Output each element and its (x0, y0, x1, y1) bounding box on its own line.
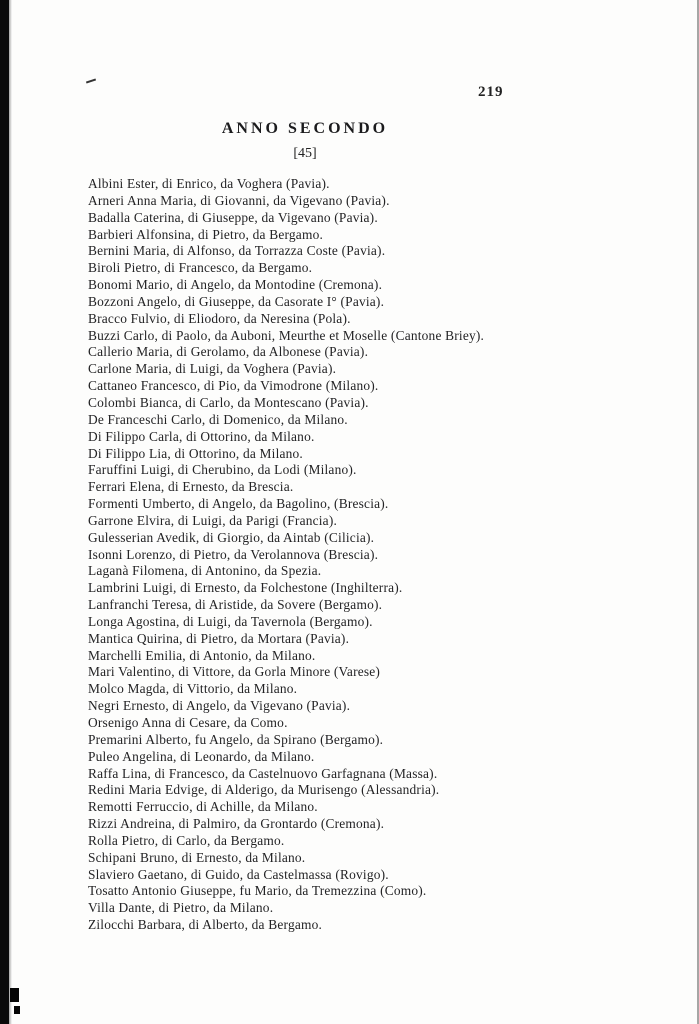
list-item: Barbieri Alfonsina, di Pietro, da Bergamo. (88, 226, 324, 242)
list-item: Tosatto Antonio Giuseppe, fu Mario, da Tremezzina (Como). (88, 883, 427, 899)
list-item: Mantica Quirina, di Pietro, da Mortara (Pavia). (88, 630, 350, 646)
student-list (88, 176, 648, 934)
section-number: [45] (293, 146, 317, 161)
list-item: Callerio Maria, di Gerolamo, da Albonese (Pavia). (88, 344, 369, 360)
list-item: Cattaneo Francesco, di Pio, da Vimodrone (Milano). (88, 378, 379, 394)
list-item: Molco Magda, di Vittorio, da Milano. (88, 681, 298, 697)
list-item: De Franceschi Carlo, di Domenico, da Milano. (88, 411, 348, 427)
list-item: Albini Ester, di Enrico, da Voghera (Pavia). (88, 176, 330, 191)
list-item: Lambrini Luigi, di Ernesto, da Folchestone (Inghilterra). (88, 580, 403, 596)
list-item: Isonni Lorenzo, di Pietro, da Verolannova (Brescia). (88, 546, 379, 562)
list-item: Colombi Bianca, di Carlo, da Montescano (Pavia). (88, 394, 369, 410)
list-item: Laganà Filomena, di Antonino, da Spezia. (88, 563, 322, 579)
list-item: Bonomi Mario, di Angelo, da Montodine (Cremona). (88, 277, 383, 293)
list-item: Orsenigo Anna di Cesare, da Como. (88, 715, 288, 730)
list-item: Marchelli Emilia, di Antonio, da Milano. (88, 647, 316, 663)
list-item: Premarini Alberto, fu Angelo, da Spirano (Bergamo). (88, 731, 384, 747)
list-item: Rolla Pietro, di Carlo, da Bergamo. (88, 832, 285, 848)
list-item: Lanfranchi Teresa, di Aristide, da Sovere (Bergamo). (88, 597, 383, 613)
list-item: Bozzoni Angelo, di Giuseppe, da Casorate I° (Pavia). (88, 293, 385, 309)
list-item: Bracco Fulvio, di Eliodoro, da Neresina (Pola). (88, 310, 351, 326)
list-item: Remotti Ferruccio, di Achille, da Milano. (88, 799, 318, 815)
list-item: Formenti Umberto, di Angelo, da Bagolino, (Brescia). (88, 496, 389, 512)
list-item: Bernini Maria, di Alfonso, da Torrazza Coste (Pavia). (88, 243, 386, 259)
list-item: Villa Dante, di Pietro, da Milano. (88, 900, 274, 916)
list-item: Slaviero Gaetano, di Guido, da Castelmassa (Rovigo). (88, 866, 389, 882)
list-item: Buzzi Carlo, di Paolo, da Auboni, Meurthe et Moselle (Cantone Briey). (88, 327, 485, 343)
scan-artifact-mark (10, 988, 19, 1002)
list-item: Gulesserian Avedik, di Giorgio, da Aintab (Cilicia). (88, 529, 375, 545)
scan-artifact-mark (86, 79, 96, 84)
list-item: Redini Maria Edvige, di Alderigo, da Murisengo (Alessandria). (88, 782, 440, 798)
list-item: Longa Agostina, di Luigi, da Tavernola (Bergamo). (88, 613, 373, 629)
list-item: Badalla Caterina, di Giuseppe, da Vigevano (Pavia). (88, 209, 378, 225)
list-item: Biroli Pietro, di Francesco, da Bergamo. (88, 260, 313, 276)
page-number: 219 (478, 84, 504, 100)
list-item: Ferrari Elena, di Ernesto, da Brescia. (88, 479, 294, 495)
page-title: ANNO SECONDO (221, 120, 389, 137)
list-item: Di Filippo Lia, di Ottorino, da Milano. (88, 445, 303, 461)
list-item: Zilocchi Barbara, di Alberto, da Bergamo. (88, 917, 323, 933)
list-item: Faruffini Luigi, di Cherubino, da Lodi (Milano). (88, 462, 357, 478)
list-item: Raffa Lina, di Francesco, da Castelnuovo Garfagnana (Massa). (88, 765, 438, 781)
list-item: Mari Valentino, di Vittore, da Gorla Minore (Varese) (88, 664, 381, 680)
list-item: Garrone Elvira, di Luigi, da Parigi (Francia). (88, 512, 338, 528)
scan-artifact-mark (14, 1006, 20, 1014)
list-item: Carlone Maria, di Luigi, da Voghera (Pavia). (88, 361, 337, 377)
list-item: Rizzi Andreina, di Palmiro, da Grontardo (Cremona). (88, 816, 385, 832)
list-item: Di Filippo Carla, di Ottorino, da Milano. (88, 428, 315, 444)
list-item: Puleo Angelina, di Leonardo, da Milano. (88, 748, 315, 764)
list-item: Negri Ernesto, di Angelo, da Vigevano (Pavia). (88, 698, 351, 714)
list-item: Arneri Anna Maria, di Giovanni, da Vigevano (Pavia). (88, 192, 390, 208)
list-item: Schipani Bruno, di Ernesto, da Milano. (88, 849, 306, 865)
